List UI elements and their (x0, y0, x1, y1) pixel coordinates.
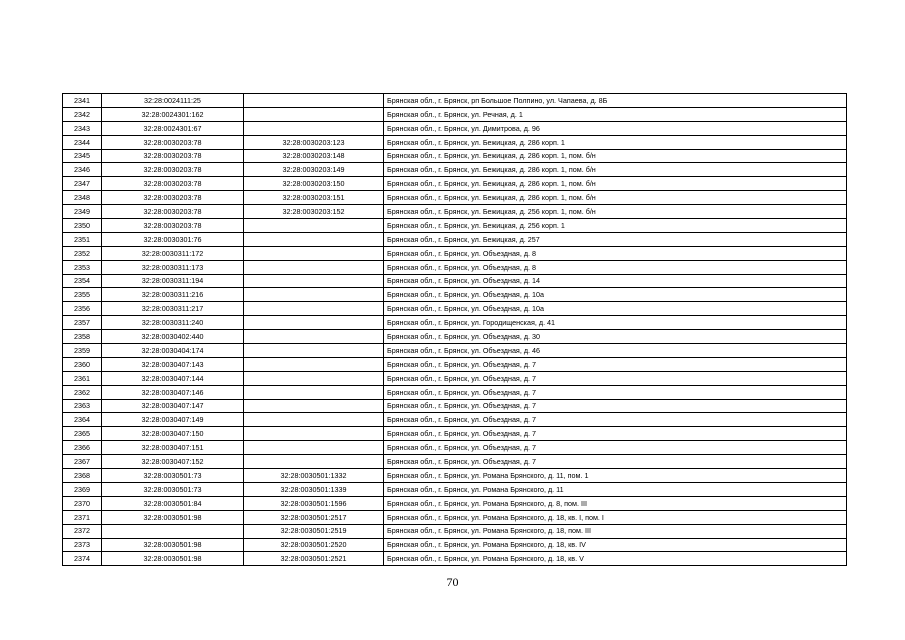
cadastral-number-cell: 32:28:0030501:98 (102, 510, 244, 524)
row-number-cell: 2362 (63, 385, 102, 399)
registry-table-body (63, 94, 847, 566)
table-row (63, 163, 847, 177)
row-number-cell: 2367 (63, 455, 102, 469)
address-cell: Брянская обл., г. Брянск, ул. Романа Брянского, д. 8, пом. III (384, 496, 847, 510)
row-number-cell: 2369 (63, 482, 102, 496)
address-cell: Брянская обл., г. Брянск, ул. Объездная, д. 7 (384, 441, 847, 455)
sub-object-number-cell: 32:28:0030203:149 (244, 163, 384, 177)
sub-object-number-cell (244, 288, 384, 302)
cadastral-number-cell: 32:28:0024111:25 (102, 94, 244, 108)
row-number-cell: 2352 (63, 246, 102, 260)
table-row (63, 385, 847, 399)
row-number-cell: 2346 (63, 163, 102, 177)
address-cell: Брянская обл., г. Брянск, ул. Романа Брянского, д. 18, кв. IV (384, 538, 847, 552)
sub-object-number-cell: 32:28:0030501:1339 (244, 482, 384, 496)
table-row (63, 177, 847, 191)
table-row (63, 538, 847, 552)
table-row (63, 371, 847, 385)
row-number-cell: 2364 (63, 413, 102, 427)
row-number-cell: 2344 (63, 135, 102, 149)
sub-object-number-cell (244, 260, 384, 274)
row-number-cell: 2341 (63, 94, 102, 108)
table-row (63, 344, 847, 358)
address-cell: Брянская обл., г. Брянск, ул. Димитрова, д. 96 (384, 121, 847, 135)
sub-object-number-cell (244, 219, 384, 233)
table-row (63, 135, 847, 149)
cadastral-number-cell: 32:28:0030407:147 (102, 399, 244, 413)
cadastral-number-cell: 32:28:0030407:149 (102, 413, 244, 427)
address-cell: Брянская обл., г. Брянск, ул. Объездная, д. 7 (384, 427, 847, 441)
row-number-cell: 2350 (63, 219, 102, 233)
table-row (63, 149, 847, 163)
cadastral-number-cell: 32:28:0030311:216 (102, 288, 244, 302)
address-cell: Брянская обл., г. Брянск, ул. Объездная, д. 30 (384, 330, 847, 344)
row-number-cell: 2354 (63, 274, 102, 288)
sub-object-number-cell (244, 121, 384, 135)
address-cell: Брянская обл., г. Брянск, ул. Бежицкая, д. 286 корп. 1, пом. б/н (384, 191, 847, 205)
row-number-cell: 2351 (63, 232, 102, 246)
row-number-cell: 2363 (63, 399, 102, 413)
row-number-cell: 2358 (63, 330, 102, 344)
row-number-cell: 2349 (63, 205, 102, 219)
sub-object-number-cell (244, 232, 384, 246)
table-row (63, 260, 847, 274)
row-number-cell: 2361 (63, 371, 102, 385)
table-row (63, 274, 847, 288)
address-cell: Брянская обл., г. Брянск, ул. Романа Брянского, д. 11, пом. 1 (384, 469, 847, 483)
row-number-cell: 2374 (63, 552, 102, 566)
cadastral-number-cell: 32:28:0030203:78 (102, 177, 244, 191)
address-cell: Брянская обл., г. Брянск, ул. Городищенская, д. 41 (384, 316, 847, 330)
table-row (63, 413, 847, 427)
cadastral-number-cell: 32:28:0030311:194 (102, 274, 244, 288)
sub-object-number-cell (244, 344, 384, 358)
table-row (63, 302, 847, 316)
table-row (63, 427, 847, 441)
sub-object-number-cell (244, 371, 384, 385)
cadastral-number-cell: 32:28:0030203:78 (102, 149, 244, 163)
sub-object-number-cell (244, 316, 384, 330)
sub-object-number-cell (244, 330, 384, 344)
table-row (63, 232, 847, 246)
sub-object-number-cell: 32:28:0030501:2520 (244, 538, 384, 552)
row-number-cell: 2368 (63, 469, 102, 483)
row-number-cell: 2372 (63, 524, 102, 538)
sub-object-number-cell (244, 455, 384, 469)
sub-object-number-cell (244, 94, 384, 108)
cadastral-number-cell: 32:28:0030407:151 (102, 441, 244, 455)
table-row (63, 441, 847, 455)
address-cell: Брянская обл., г. Брянск, ул. Романа Брянского, д. 18, кв. I, пом. I (384, 510, 847, 524)
cadastral-number-cell: 32:28:0024301:67 (102, 121, 244, 135)
sub-object-number-cell: 32:28:0030501:1596 (244, 496, 384, 510)
cadastral-number-cell: 32:28:0030407:150 (102, 427, 244, 441)
table-row (63, 357, 847, 371)
table-row (63, 94, 847, 108)
sub-object-number-cell (244, 302, 384, 316)
row-number-cell: 2347 (63, 177, 102, 191)
cadastral-number-cell: 32:28:0030407:144 (102, 371, 244, 385)
address-cell: Брянская обл., г. Брянск, ул. Объездная, д. 7 (384, 371, 847, 385)
row-number-cell: 2343 (63, 121, 102, 135)
row-number-cell: 2359 (63, 344, 102, 358)
cadastral-number-cell: 32:28:0030407:146 (102, 385, 244, 399)
row-number-cell: 2342 (63, 107, 102, 121)
sub-object-number-cell (244, 413, 384, 427)
cadastral-number-cell: 32:28:0030407:143 (102, 357, 244, 371)
address-cell: Брянская обл., г. Брянск, ул. Романа Брянского, д. 18, пом. III (384, 524, 847, 538)
sub-object-number-cell: 32:28:0030501:1332 (244, 469, 384, 483)
table-row (63, 288, 847, 302)
table-row (63, 219, 847, 233)
cadastral-number-cell: 32:28:0030501:73 (102, 469, 244, 483)
table-row (63, 510, 847, 524)
table-row (63, 205, 847, 219)
address-cell: Брянская обл., г. Брянск, ул. Бежицкая, д. 286 корп. 1, пом. б/н (384, 177, 847, 191)
table-row (63, 399, 847, 413)
row-number-cell: 2370 (63, 496, 102, 510)
cadastral-number-cell: 32:28:0030311:172 (102, 246, 244, 260)
sub-object-number-cell (244, 274, 384, 288)
table-row (63, 246, 847, 260)
address-cell: Брянская обл., г. Брянск, рп Большое Полпино, ул. Чапаева, д. 8Б (384, 94, 847, 108)
registry-table (62, 93, 847, 566)
sub-object-number-cell: 32:28:0030501:2517 (244, 510, 384, 524)
address-cell: Брянская обл., г. Брянск, ул. Объездная, д. 10а (384, 288, 847, 302)
cadastral-number-cell: 32:28:0030404:174 (102, 344, 244, 358)
row-number-cell: 2348 (63, 191, 102, 205)
address-cell: Брянская обл., г. Брянск, ул. Объездная, д. 8 (384, 260, 847, 274)
table-row (63, 524, 847, 538)
address-cell: Брянская обл., г. Брянск, ул. Бежицкая, д. 256 корп. 1 (384, 219, 847, 233)
sub-object-number-cell: 32:28:0030203:123 (244, 135, 384, 149)
cadastral-number-cell: 32:28:0030203:78 (102, 219, 244, 233)
sub-object-number-cell: 32:28:0030203:150 (244, 177, 384, 191)
address-cell: Брянская обл., г. Брянск, ул. Бежицкая, д. 286 корп. 1, пом. б/н (384, 149, 847, 163)
address-cell: Брянская обл., г. Брянск, ул. Романа Брянского, д. 18, кв. V (384, 552, 847, 566)
sub-object-number-cell: 32:28:0030203:151 (244, 191, 384, 205)
cadastral-number-cell: 32:28:0030301:76 (102, 232, 244, 246)
cadastral-number-cell: 32:28:0030311:217 (102, 302, 244, 316)
address-cell: Брянская обл., г. Брянск, ул. Объездная, д. 10а (384, 302, 847, 316)
cadastral-number-cell: 32:28:0030203:78 (102, 163, 244, 177)
sub-object-number-cell: 32:28:0030203:152 (244, 205, 384, 219)
address-cell: Брянская обл., г. Брянск, ул. Объездная, д. 7 (384, 413, 847, 427)
table-row (63, 496, 847, 510)
address-cell: Брянская обл., г. Брянск, ул. Романа Брянского, д. 11 (384, 482, 847, 496)
sub-object-number-cell (244, 357, 384, 371)
cadastral-number-cell: 32:28:0030203:78 (102, 205, 244, 219)
table-row (63, 330, 847, 344)
sub-object-number-cell: 32:28:0030501:2521 (244, 552, 384, 566)
address-cell: Брянская обл., г. Брянск, ул. Объездная, д. 7 (384, 385, 847, 399)
cadastral-number-cell: 32:28:0024301:162 (102, 107, 244, 121)
table-row (63, 552, 847, 566)
address-cell: Брянская обл., г. Брянск, ул. Речная, д. 1 (384, 107, 847, 121)
address-cell: Брянская обл., г. Брянск, ул. Объездная, д. 7 (384, 455, 847, 469)
row-number-cell: 2373 (63, 538, 102, 552)
table-row (63, 469, 847, 483)
sub-object-number-cell (244, 246, 384, 260)
address-cell: Брянская обл., г. Брянск, ул. Бежицкая, д. 286 корп. 1 (384, 135, 847, 149)
sub-object-number-cell (244, 427, 384, 441)
sub-object-number-cell: 32:28:0030501:2519 (244, 524, 384, 538)
page-number: 70 (446, 575, 459, 589)
cadastral-number-cell: 32:28:0030501:84 (102, 496, 244, 510)
table-row (63, 455, 847, 469)
address-cell: Брянская обл., г. Брянск, ул. Объездная, д. 7 (384, 357, 847, 371)
cadastral-number-cell: 32:28:0030501:98 (102, 552, 244, 566)
cadastral-number-cell: 32:28:0030311:173 (102, 260, 244, 274)
sub-object-number-cell (244, 399, 384, 413)
address-cell: Брянская обл., г. Брянск, ул. Объездная, д. 14 (384, 274, 847, 288)
address-cell: Брянская обл., г. Брянск, ул. Бежицкая, д. 257 (384, 232, 847, 246)
sub-object-number-cell (244, 107, 384, 121)
row-number-cell: 2360 (63, 357, 102, 371)
cadastral-number-cell: 32:28:0030402:440 (102, 330, 244, 344)
row-number-cell: 2365 (63, 427, 102, 441)
row-number-cell: 2371 (63, 510, 102, 524)
cadastral-number-cell: 32:28:0030203:78 (102, 191, 244, 205)
row-number-cell: 2353 (63, 260, 102, 274)
row-number-cell: 2345 (63, 149, 102, 163)
cadastral-number-cell: 32:28:0030501:73 (102, 482, 244, 496)
row-number-cell: 2355 (63, 288, 102, 302)
cadastral-number-cell: 32:28:0030501:98 (102, 538, 244, 552)
table-row (63, 316, 847, 330)
sub-object-number-cell: 32:28:0030203:148 (244, 149, 384, 163)
cadastral-number-cell: 32:28:0030407:152 (102, 455, 244, 469)
sub-object-number-cell (244, 385, 384, 399)
table-row (63, 191, 847, 205)
address-cell: Брянская обл., г. Брянск, ул. Объездная, д. 8 (384, 246, 847, 260)
row-number-cell: 2366 (63, 441, 102, 455)
address-cell: Брянская обл., г. Брянск, ул. Бежицкая, д. 256 корп. 1, пом. б/н (384, 205, 847, 219)
row-number-cell: 2357 (63, 316, 102, 330)
table-row (63, 107, 847, 121)
sub-object-number-cell (244, 441, 384, 455)
row-number-cell: 2356 (63, 302, 102, 316)
table-row (63, 121, 847, 135)
cadastral-number-cell: 32:28:0030203:78 (102, 135, 244, 149)
cadastral-number-cell (102, 524, 244, 538)
address-cell: Брянская обл., г. Брянск, ул. Объездная, д. 7 (384, 399, 847, 413)
table-row (63, 482, 847, 496)
address-cell: Брянская обл., г. Брянск, ул. Бежицкая, д. 286 корп. 1, пом. б/н (384, 163, 847, 177)
address-cell: Брянская обл., г. Брянск, ул. Объездная, д. 46 (384, 344, 847, 358)
cadastral-number-cell: 32:28:0030311:240 (102, 316, 244, 330)
